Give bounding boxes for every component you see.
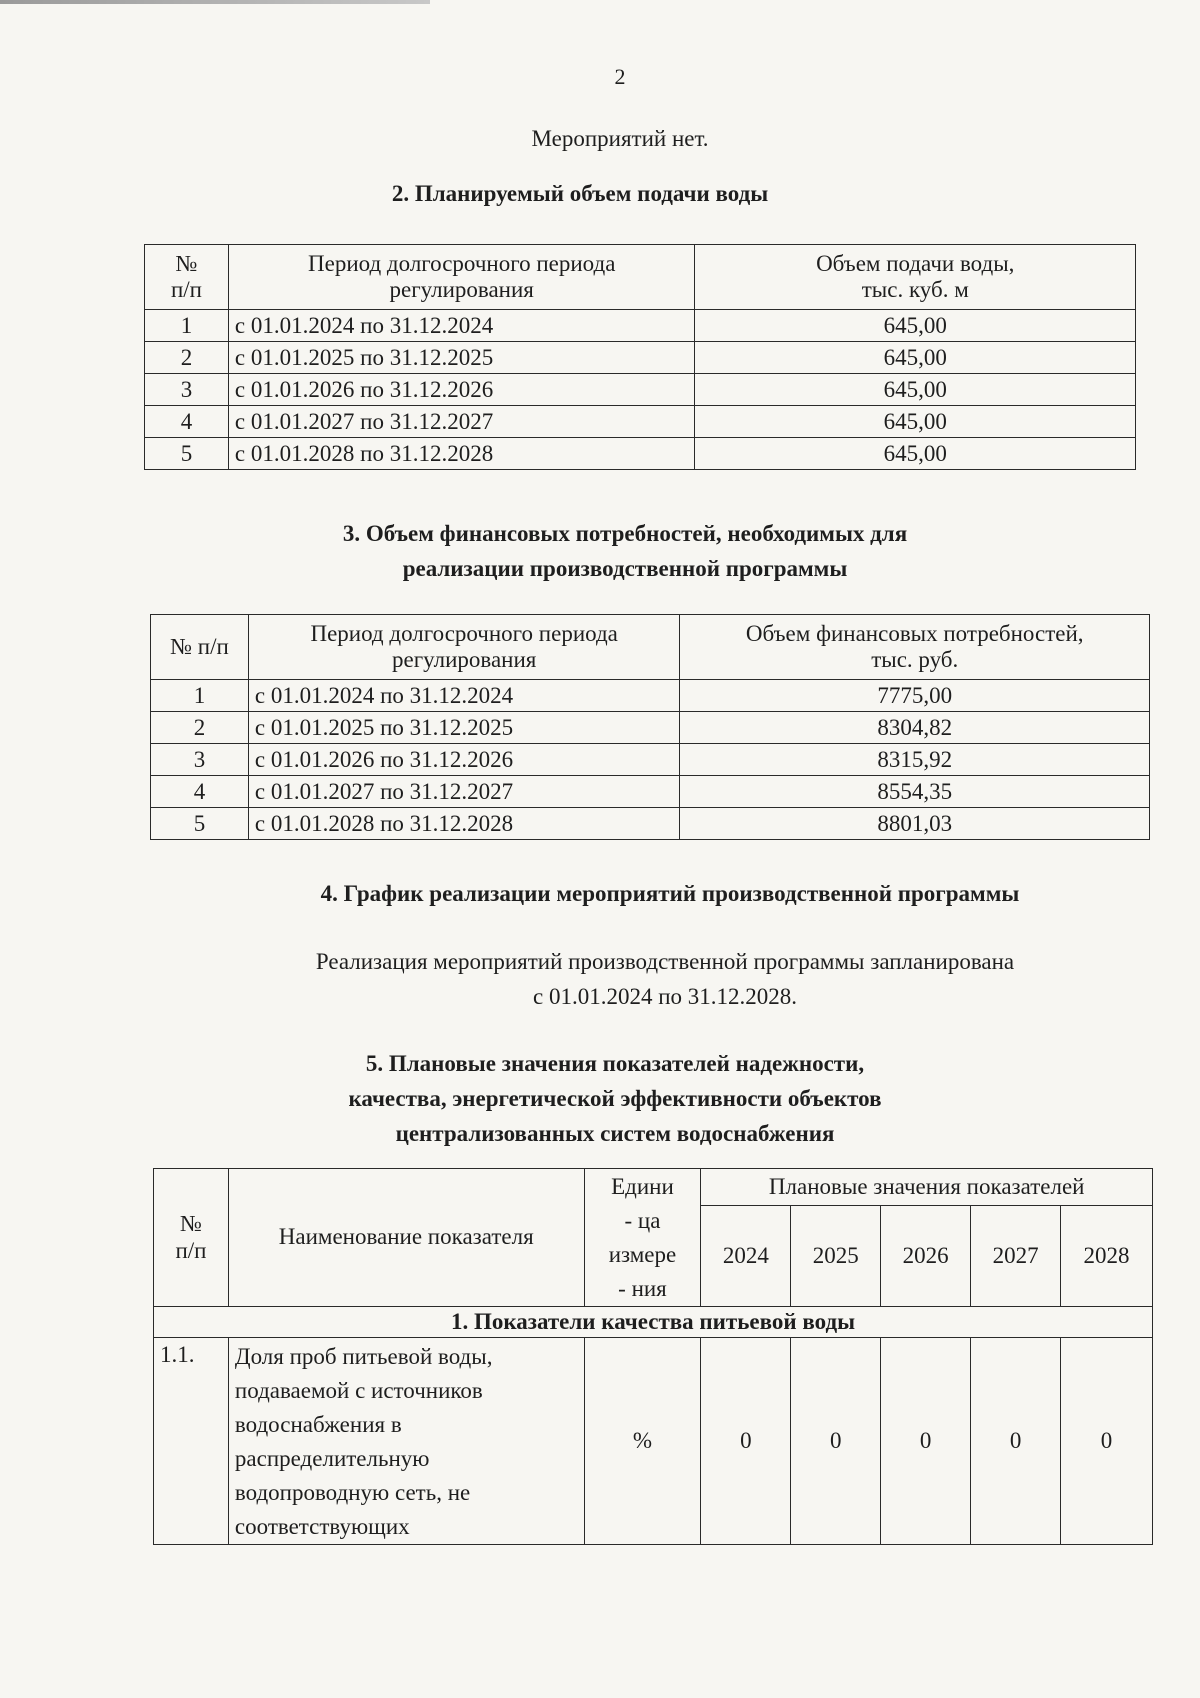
row-value: 7775,00 — [680, 680, 1150, 712]
header-year: 2025 — [791, 1206, 881, 1307]
group-title: 1. Показатели качества питьевой воды — [154, 1307, 1153, 1338]
header-year: 2028 — [1061, 1206, 1153, 1307]
row-value: 8304,82 — [680, 712, 1150, 744]
section2-title: 2. Планируемый объем подачи воды — [391, 181, 769, 206]
header-unit-line1: Едини — [611, 1173, 674, 1199]
row-period: с 01.01.2024 по 31.12.2024 — [228, 310, 695, 342]
no-measures-note: Мероприятий нет. — [531, 126, 709, 151]
row-value: 645,00 — [695, 438, 1136, 470]
header-planned: Плановые значения показателей — [701, 1169, 1153, 1206]
header-num — [154, 1169, 229, 1307]
row-period: с 01.01.2025 по 31.12.2025 — [228, 342, 695, 374]
table-row — [151, 744, 1150, 776]
row-value: 645,00 — [695, 342, 1136, 374]
row-period: с 01.01.2027 по 31.12.2027 — [248, 776, 680, 808]
table-row — [151, 808, 1150, 840]
row-value: 8801,03 — [680, 808, 1150, 840]
header-period-line2: регулирования — [389, 277, 534, 302]
header-num — [145, 245, 229, 310]
section5-title-line1: 5. Плановые значения показателей надежности, — [365, 1051, 865, 1076]
header-value-line2: тыс. куб. м — [861, 277, 969, 302]
header-period — [248, 615, 680, 680]
row-name — [228, 1338, 584, 1545]
header-unit — [584, 1169, 701, 1307]
table-header-row — [154, 1169, 1153, 1206]
row-name-line: распределительную — [234, 1446, 430, 1471]
row-num: 2 — [145, 342, 229, 374]
section5-title-line2: качества, энергетической эффективности объектов — [348, 1086, 882, 1111]
header-num: № п/п — [151, 615, 249, 680]
table-row — [145, 310, 1136, 342]
financial-needs-table — [150, 614, 1150, 840]
row-value: 0 — [701, 1338, 791, 1545]
table-row — [145, 438, 1136, 470]
header-value-line1: Объем финансовых потребностей, — [745, 620, 1084, 646]
table-group-row — [154, 1307, 1153, 1338]
header-year: 2027 — [971, 1206, 1061, 1307]
indicators-table — [153, 1168, 1153, 1545]
page-number: 2 — [614, 64, 626, 89]
table-header-row — [145, 245, 1136, 310]
table-row — [145, 406, 1136, 438]
table-row — [151, 776, 1150, 808]
row-period: с 01.01.2026 по 31.12.2026 — [248, 744, 680, 776]
section4-text-line1: Реализация мероприятий производственной программы запланирована — [315, 949, 1015, 974]
table-row — [154, 1338, 1153, 1545]
row-name-line: Доля проб питьевой воды, — [234, 1344, 493, 1369]
row-period: с 01.01.2024 по 31.12.2024 — [248, 680, 680, 712]
row-period: с 01.01.2026 по 31.12.2026 — [228, 374, 695, 406]
header-num-line2: п/п — [170, 277, 202, 302]
row-value: 645,00 — [695, 406, 1136, 438]
section4-title: 4. График реализации мероприятий производственной программы — [320, 881, 1020, 906]
row-period: с 01.01.2025 по 31.12.2025 — [248, 712, 680, 744]
header-unit-line3: измере — [608, 1241, 677, 1267]
row-num: 1.1. — [154, 1338, 229, 1545]
section3-title-line1: 3. Объем финансовых потребностей, необходимых для — [342, 521, 908, 546]
scan-edge — [0, 0, 430, 4]
header-name: Наименование показателя — [228, 1169, 584, 1307]
header-num-line1: № — [175, 250, 198, 276]
row-value: 0 — [1061, 1338, 1153, 1545]
header-period — [228, 245, 695, 310]
row-num: 3 — [145, 374, 229, 406]
section3-title-line2: реализации производственной программы — [402, 556, 848, 581]
row-name-line: подаваемой с источников — [234, 1378, 483, 1403]
row-name-line: водопроводную сеть, не — [234, 1480, 471, 1505]
row-value: 645,00 — [695, 374, 1136, 406]
row-num: 3 — [151, 744, 249, 776]
row-num: 5 — [145, 438, 229, 470]
row-period: с 01.01.2028 по 31.12.2028 — [248, 808, 680, 840]
table-row — [151, 712, 1150, 744]
section4-text-line2: с 01.01.2024 по 31.12.2028. — [532, 984, 798, 1009]
row-value: 0 — [971, 1338, 1061, 1545]
row-period: с 01.01.2027 по 31.12.2027 — [228, 406, 695, 438]
row-num: 4 — [145, 406, 229, 438]
row-value: 645,00 — [695, 310, 1136, 342]
table-header-row — [151, 615, 1150, 680]
table-row — [145, 374, 1136, 406]
header-value — [695, 245, 1136, 310]
row-name-line: водоснабжения в — [234, 1412, 402, 1437]
table-row — [145, 342, 1136, 374]
row-num: 1 — [151, 680, 249, 712]
header-num-line2: п/п — [175, 1237, 207, 1263]
header-period-line2: регулирования — [391, 647, 537, 672]
row-value: 8315,92 — [680, 744, 1150, 776]
header-unit-line2: - ца — [624, 1207, 661, 1233]
header-period-line1: Период долгосрочного периода — [310, 620, 618, 646]
section5-title-line3: централизованных систем водоснабжения — [395, 1121, 835, 1146]
row-value: 0 — [791, 1338, 881, 1545]
header-year: 2024 — [701, 1206, 791, 1307]
row-num: 2 — [151, 712, 249, 744]
header-value-line2: тыс. руб. — [871, 647, 959, 672]
row-num: 1 — [145, 310, 229, 342]
water-supply-table — [144, 244, 1136, 470]
row-period: с 01.01.2028 по 31.12.2028 — [228, 438, 695, 470]
header-value — [680, 615, 1150, 680]
header-num-line1: № — [179, 1211, 202, 1237]
header-year: 2026 — [881, 1206, 971, 1307]
header-unit-line4: - ния — [618, 1275, 667, 1301]
row-unit: % — [584, 1338, 701, 1545]
header-value-line1: Объем подачи воды, — [816, 250, 1015, 276]
row-value: 0 — [881, 1338, 971, 1545]
row-num: 5 — [151, 808, 249, 840]
row-num: 4 — [151, 776, 249, 808]
table-row — [151, 680, 1150, 712]
row-value: 8554,35 — [680, 776, 1150, 808]
header-period-line1: Период долгосрочного периода — [308, 250, 616, 276]
row-name-line: соответствующих — [234, 1514, 410, 1539]
